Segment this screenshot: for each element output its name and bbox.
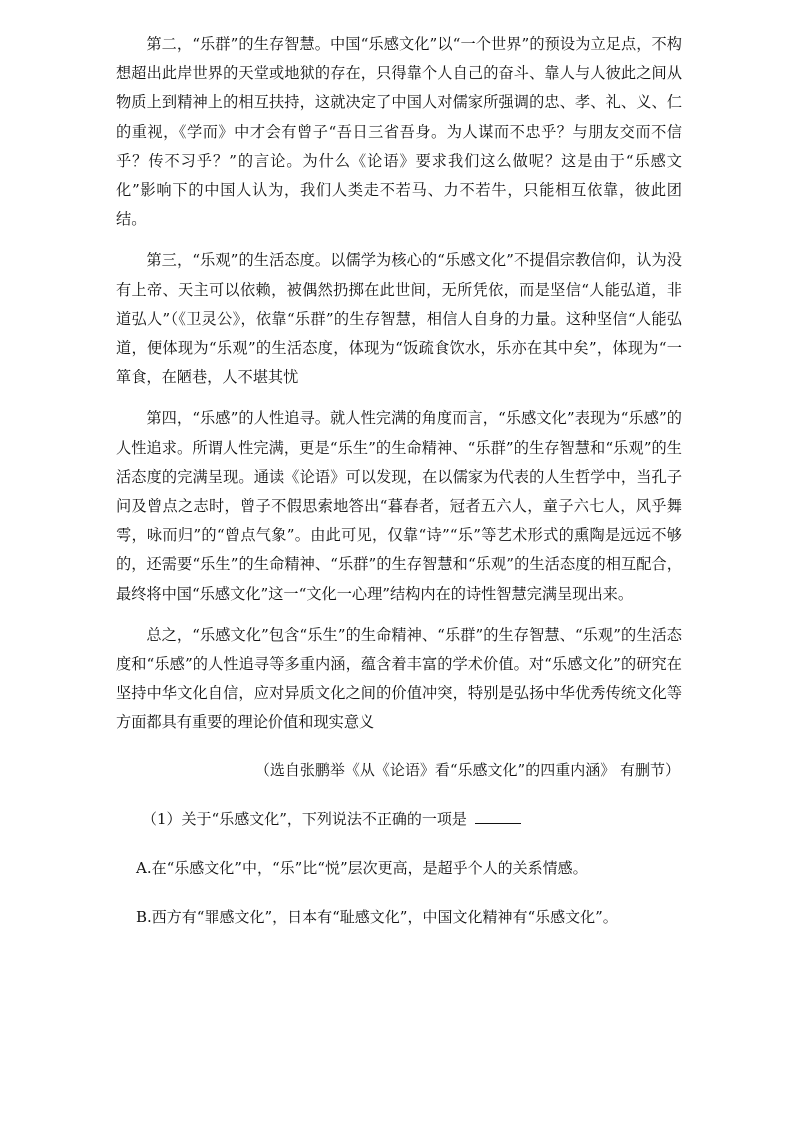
paragraph-third: 第三，“乐观”的生活态度。以儒学为核心的“乐感文化”不提倡宗教信仰，认为没有上帝、天主可以依赖，被偶然扔掷在此世间，无所凭依，而是坚信“人能弘道，非道弘人”（《卫灵公》，依靠“乐群”的生存智慧，相信人自身的力量。这种坚信“人能弘道，便体现为“乐观”的生活态度，体现为“饭疏食饮水，乐亦在其中矣”，体现为“一箪食，在陋巷，人不堪其忧 (116, 251, 682, 387)
document-page (116, 30, 682, 932)
answer-blank (475, 808, 521, 824)
paragraph-conclusion: 总之，“乐感文化”包含“乐生”的生命精神、“乐群”的生存智慧、“乐观”的生活态度和“乐感”的人性追寻等多重内涵，蕴含着丰富的学术价值。对“乐感文化”的研究在坚持中华文化自信，应对异质文化之间的价值冲突，特别是弘扬中华优秀传统文化等方面都具有重要的理论价值和现实意义 (116, 625, 682, 732)
question-1 (142, 805, 682, 834)
source-citation: （选自张鹏举《从《论语》看“乐感文化”的四重内涵》 有删节） (254, 760, 680, 779)
question-text: （1）关于“乐感文化”，下列说法不正确的一项是 (142, 809, 467, 828)
paragraph-second: 第二，“乐群”的生存智慧。中国“乐感文化”以“一个世界”的预设为立足点，不构想超出此岸世界的天堂或地狱的存在，只得靠个人自己的奋斗、靠人与人彼此之间从物质上到精神上的相互扶持，这就决定了中国人对儒家所强调的忠、孝、礼、义、仁的重视，《学而》中才会有曾子“吾日三省吾身。为人谋而不忠乎？与朋友交而不信乎？传不习乎？”的言论。为什么《论语》要求我们这么做呢？这是由于“乐感文化”影响下的中国人认为，我们人类走不若马、力不若牛，只能相互依靠，彼此团结。 (116, 35, 682, 229)
option-a: A.在“乐感文化”中，“乐”比“悦”层次更高，是超乎个人的关系情感。 (136, 858, 588, 877)
paragraph-fourth: 第四，“乐感”的人性追寻。就人性完满的角度而言，“乐感文化”表现为“乐感”的人性追求。所谓人性完满，更是“乐生”的生命精神、“乐群”的生存智慧和“乐观”的生活态度的完满呈现。通读《论语》可以发现，在以儒家为代表的人生哲学中，当孔子问及曾点之志时，曾子不假思索地答出“暮春者，冠者五六人，童子六七人，风乎舞雩，咏而归”的“曾点气象”。由此可见，仅靠“诗”“乐”等艺术形式的熏陶是远远不够的，还需要“乐生”的生命精神、“乐群”的生存智慧和“乐观”的生活态度的相互配合，最终将中国“乐感文化”这一“文化一心理”结构内在的诗性智慧完满呈现出来。 (116, 409, 682, 603)
option-b: B.西方有“罪感文化”，日本有“耻感文化”，中国文化精神有“乐感文化”。 (136, 907, 618, 926)
